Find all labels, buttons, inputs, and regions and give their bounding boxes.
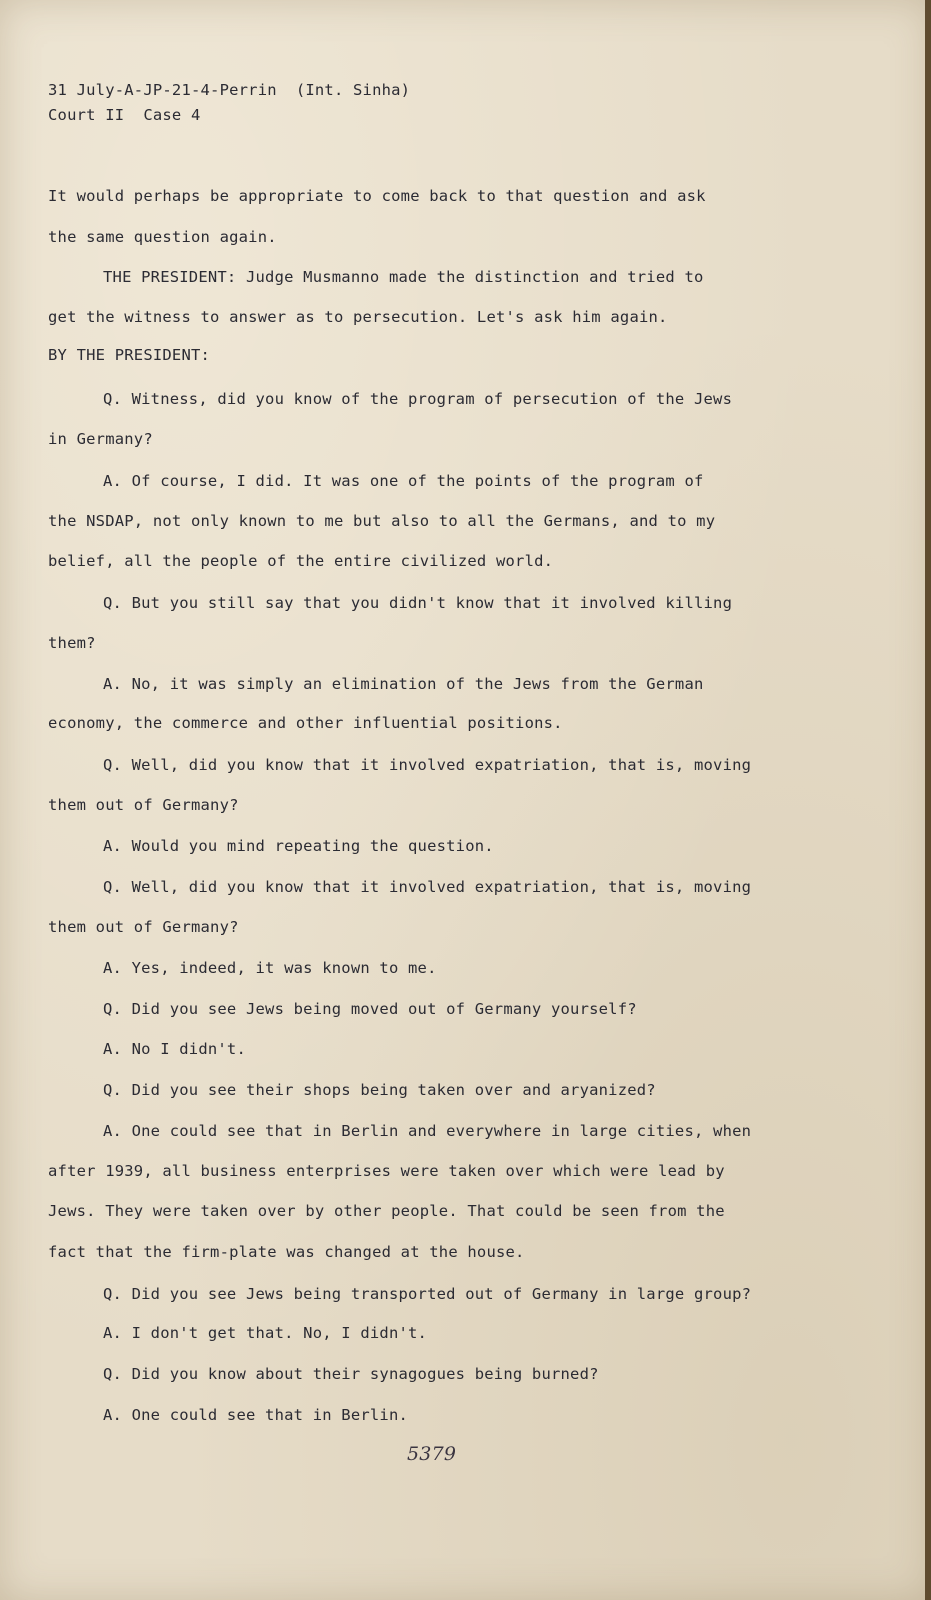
page-edge: [925, 0, 931, 1600]
answer-line: A. No, it was simply an elimination of the Jews from the German: [103, 675, 704, 693]
text-line: get the witness to answer as to persecution. Let's ask him again.: [48, 308, 668, 326]
question-line: Q. Did you see their shops being taken over and aryanized?: [103, 1081, 656, 1099]
question-line: Q. Well, did you know that it involved expatriation, that is, moving: [103, 756, 752, 774]
question-line: Q. Did you know about their synagogues being burned?: [103, 1365, 599, 1383]
text-line: Jews. They were taken over by other people. That could be seen from the: [48, 1202, 725, 1220]
answer-line: A. No I didn't.: [103, 1040, 246, 1058]
answer-line: A. Would you mind repeating the question.: [103, 837, 494, 855]
text-line: economy, the commerce and other influential positions.: [48, 714, 563, 732]
text-line: fact that the firm-plate was changed at the house.: [48, 1243, 525, 1261]
question-line: Q. Did you see Jews being transported out of Germany in large group?: [103, 1285, 752, 1303]
question-line: Q. Well, did you know that it involved expatriation, that is, moving: [103, 878, 752, 896]
text-line: after 1939, all business enterprises were taken over which were lead by: [48, 1162, 725, 1180]
answer-line: A. One could see that in Berlin and everywhere in large cities, when: [103, 1122, 752, 1140]
text-line: the same question again.: [48, 228, 277, 246]
text-line: THE PRESIDENT: Judge Musmanno made the distinction and tried to: [103, 268, 704, 286]
page-number: 5379: [407, 1443, 457, 1465]
answer-line: A. I don't get that. No, I didn't.: [103, 1324, 428, 1342]
answer-line: A. Yes, indeed, it was known to me.: [103, 959, 437, 977]
text-line: in Germany?: [48, 430, 153, 448]
question-line: Q. Did you see Jews being moved out of Germany yourself?: [103, 1000, 637, 1018]
header-court-case: Court II Case 4: [48, 106, 201, 124]
answer-line: A. Of course, I did. It was one of the points of the program of: [103, 472, 704, 490]
text-line: them out of Germany?: [48, 918, 239, 936]
header-reference: 31 July-A-JP-21-4-Perrin (Int. Sinha): [48, 81, 411, 99]
section-heading: BY THE PRESIDENT:: [48, 346, 211, 364]
answer-line: A. One could see that in Berlin.: [103, 1406, 409, 1424]
question-line: Q. Witness, did you know of the program of persecution of the Jews: [103, 390, 733, 408]
text-line: them out of Germany?: [48, 796, 239, 814]
text-line: belief, all the people of the entire civilized world.: [48, 552, 554, 570]
text-line: them?: [48, 634, 96, 652]
text-line: the NSDAP, not only known to me but also to all the Germans, and to my: [48, 512, 716, 530]
question-line: Q. But you still say that you didn't know that it involved killing: [103, 594, 733, 612]
text-line: It would perhaps be appropriate to come back to that question and ask: [48, 187, 706, 205]
